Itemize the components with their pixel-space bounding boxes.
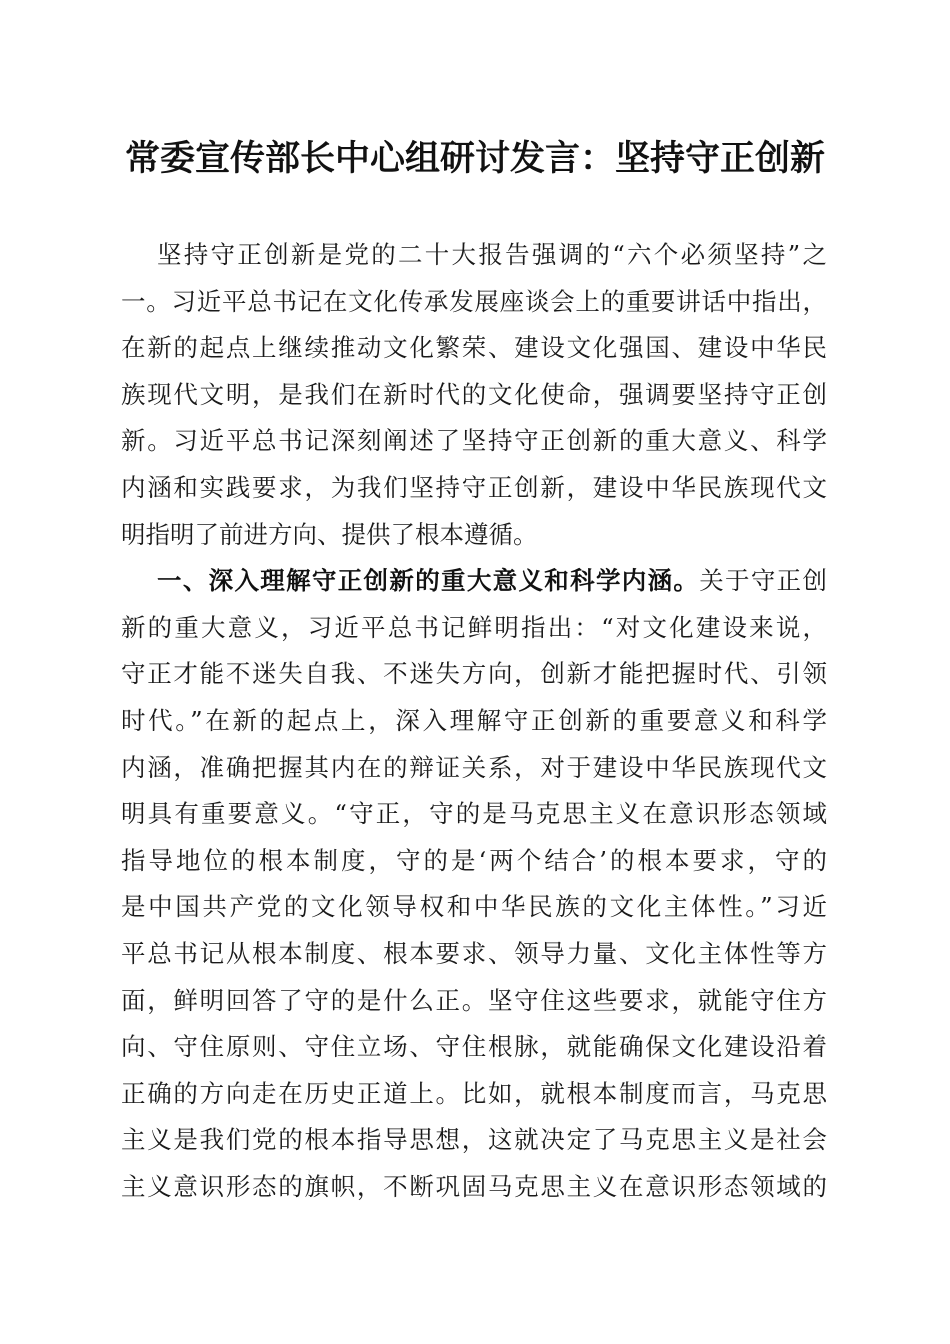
- text-line: 内涵，准确把握其内在的辩证关系，对于建设中华民族现代文: [121, 752, 827, 782]
- text-line: 平总书记从根本制度、根本要求、领导力量、文化主体性等方: [121, 938, 827, 968]
- text-line: 主义意识形态的旗帜，不断巩固马克思主义在意识形态领域的: [121, 1171, 827, 1201]
- text-line: 是中国共产党的文化领导权和中华民族的文化主体性。”习近: [121, 892, 827, 922]
- text-line: 主义是我们党的根本指导思想，这就决定了马克思主义是社会: [121, 1125, 827, 1155]
- text-line: 坚持守正创新是党的二十大报告强调的“六个必须坚持”之: [157, 240, 827, 269]
- text-line: 一。习近平总书记在文化传承发展座谈会上的重要讲话中指出，: [121, 286, 827, 316]
- text-line: 面，鲜明回答了守的是什么正。坚守住这些要求，就能守住方: [121, 985, 827, 1015]
- paragraph-section-1: [121, 558, 827, 1210]
- document-body: [121, 232, 827, 1210]
- text-line: 明具有重要意义。“守正，守的是马克思主义在意识形态领域: [121, 799, 827, 829]
- text-line: 指导地位的根本制度，守的是‘两个结合’的根本要求，守的: [121, 845, 827, 875]
- text-line: 正确的方向走在历史正道上。比如，就根本制度而言，马克思: [121, 1078, 827, 1108]
- section-first-line: [121, 558, 827, 605]
- document-title: 常委宣传部长中心组研讨发言：坚持守正创新: [124, 138, 825, 179]
- text-line: 向、守住原则、守住立场、守住根脉，就能确保文化建设沿着: [121, 1032, 827, 1062]
- paragraph-intro: [121, 232, 827, 558]
- text-line: 时代。”在新的起点上，深入理解守正创新的重要意义和科学: [121, 705, 827, 735]
- text-line: 族现代文明，是我们在新时代的文化使命，强调要坚持守正创: [121, 379, 827, 409]
- section-heading: 一、深入理解守正创新的重大意义和科学内涵。: [157, 566, 700, 596]
- text-line: 明指明了前进方向、提供了根本遵循。: [121, 519, 538, 549]
- text-line: 内涵和实践要求，为我们坚持守正创新，建设中华民族现代文: [121, 472, 827, 502]
- section-first-line-text: 关于守正创: [699, 566, 827, 596]
- text-line: 新的重大意义，习近平总书记鲜明指出：“对文化建设来说，: [121, 612, 827, 642]
- text-line: 新。习近平总书记深刻阐述了坚持守正创新的重大意义、科学: [121, 426, 827, 456]
- text-line: 在新的起点上继续推动文化繁荣、建设文化强国、建设中华民: [121, 333, 827, 363]
- text-line: 守正才能不迷失自我、不迷失方向，创新才能把握时代、引领: [121, 659, 827, 689]
